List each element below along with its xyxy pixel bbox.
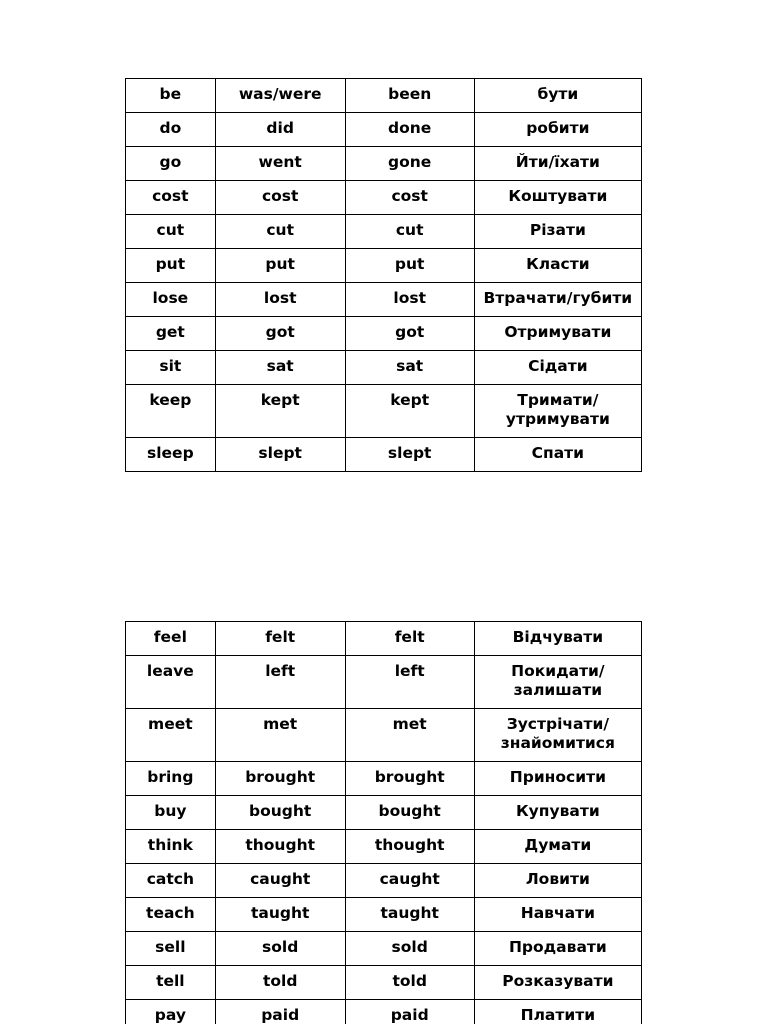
translation-cell: Купувати: [474, 796, 641, 830]
past-participle-cell: paid: [345, 1000, 474, 1024]
translation-cell: Розказувати: [474, 966, 641, 1000]
translation-cell: Зустрічати/ знайомитися: [474, 709, 641, 762]
past-participle-cell: left: [345, 656, 474, 709]
past-participle-cell: been: [345, 79, 474, 113]
verb-table-2-body: [126, 622, 642, 1024]
base-form-cell: sleep: [126, 438, 216, 472]
base-form-cell: bring: [126, 762, 216, 796]
base-form-cell: go: [126, 147, 216, 181]
table-row: [126, 898, 642, 932]
translation-cell: робити: [474, 113, 641, 147]
table-row: [126, 147, 642, 181]
past-participle-cell: felt: [345, 622, 474, 656]
table-row: [126, 762, 642, 796]
translation-cell: Навчати: [474, 898, 641, 932]
past-simple-cell: put: [215, 249, 345, 283]
translation-cell: Продавати: [474, 932, 641, 966]
past-participle-cell: met: [345, 709, 474, 762]
base-form-cell: buy: [126, 796, 216, 830]
table-row: [126, 385, 642, 438]
base-form-cell: tell: [126, 966, 216, 1000]
past-simple-cell: felt: [215, 622, 345, 656]
table-row: [126, 796, 642, 830]
base-form-cell: keep: [126, 385, 216, 438]
table-row: [126, 830, 642, 864]
past-participle-cell: bought: [345, 796, 474, 830]
translation-cell: бути: [474, 79, 641, 113]
past-simple-cell: met: [215, 709, 345, 762]
past-participle-cell: kept: [345, 385, 474, 438]
past-simple-cell: brought: [215, 762, 345, 796]
base-form-cell: be: [126, 79, 216, 113]
past-simple-cell: sat: [215, 351, 345, 385]
past-participle-cell: caught: [345, 864, 474, 898]
past-participle-cell: lost: [345, 283, 474, 317]
table-row: [126, 215, 642, 249]
past-participle-cell: done: [345, 113, 474, 147]
translation-cell: Покидати/ залишати: [474, 656, 641, 709]
translation-cell: Відчувати: [474, 622, 641, 656]
base-form-cell: meet: [126, 709, 216, 762]
past-simple-cell: lost: [215, 283, 345, 317]
past-participle-cell: got: [345, 317, 474, 351]
past-simple-cell: paid: [215, 1000, 345, 1024]
past-participle-cell: sat: [345, 351, 474, 385]
translation-cell: Сідати: [474, 351, 641, 385]
table-row: [126, 351, 642, 385]
past-simple-cell: taught: [215, 898, 345, 932]
translation-cell: Класти: [474, 249, 641, 283]
table-row: [126, 709, 642, 762]
past-simple-cell: did: [215, 113, 345, 147]
translation-cell: Йти/їхати: [474, 147, 641, 181]
past-simple-cell: left: [215, 656, 345, 709]
past-participle-cell: thought: [345, 830, 474, 864]
table-row: [126, 966, 642, 1000]
table-row: [126, 864, 642, 898]
table-row: [126, 317, 642, 351]
base-form-cell: sit: [126, 351, 216, 385]
table-row: [126, 656, 642, 709]
base-form-cell: feel: [126, 622, 216, 656]
past-simple-cell: told: [215, 966, 345, 1000]
base-form-cell: leave: [126, 656, 216, 709]
past-participle-cell: slept: [345, 438, 474, 472]
past-simple-cell: was/were: [215, 79, 345, 113]
translation-cell: Думати: [474, 830, 641, 864]
past-participle-cell: cut: [345, 215, 474, 249]
translation-cell: Платити: [474, 1000, 641, 1024]
table-row: [126, 622, 642, 656]
past-participle-cell: put: [345, 249, 474, 283]
translation-cell: Отримувати: [474, 317, 641, 351]
base-form-cell: cost: [126, 181, 216, 215]
translation-cell: Спати: [474, 438, 641, 472]
translation-cell: Ловити: [474, 864, 641, 898]
past-participle-cell: sold: [345, 932, 474, 966]
verb-table-1-body: [126, 79, 642, 472]
base-form-cell: teach: [126, 898, 216, 932]
past-simple-cell: cut: [215, 215, 345, 249]
past-simple-cell: bought: [215, 796, 345, 830]
translation-cell: Втрачати/губити: [474, 283, 641, 317]
past-simple-cell: got: [215, 317, 345, 351]
past-simple-cell: thought: [215, 830, 345, 864]
base-form-cell: cut: [126, 215, 216, 249]
base-form-cell: put: [126, 249, 216, 283]
base-form-cell: catch: [126, 864, 216, 898]
translation-cell: Тримати/ утримувати: [474, 385, 641, 438]
past-simple-cell: cost: [215, 181, 345, 215]
table-row: [126, 438, 642, 472]
table-row: [126, 283, 642, 317]
table-row: [126, 1000, 642, 1024]
past-simple-cell: kept: [215, 385, 345, 438]
past-participle-cell: brought: [345, 762, 474, 796]
past-simple-cell: sold: [215, 932, 345, 966]
base-form-cell: lose: [126, 283, 216, 317]
translation-cell: Коштувати: [474, 181, 641, 215]
table-row: [126, 249, 642, 283]
verb-table-2: [125, 621, 642, 1024]
base-form-cell: think: [126, 830, 216, 864]
table-row: [126, 181, 642, 215]
table-row: [126, 932, 642, 966]
past-participle-cell: cost: [345, 181, 474, 215]
past-participle-cell: told: [345, 966, 474, 1000]
table-row: [126, 113, 642, 147]
past-simple-cell: went: [215, 147, 345, 181]
base-form-cell: get: [126, 317, 216, 351]
translation-cell: Приносити: [474, 762, 641, 796]
past-simple-cell: slept: [215, 438, 345, 472]
verb-table-1: [125, 78, 642, 472]
base-form-cell: sell: [126, 932, 216, 966]
past-participle-cell: taught: [345, 898, 474, 932]
translation-cell: Різати: [474, 215, 641, 249]
past-simple-cell: caught: [215, 864, 345, 898]
base-form-cell: pay: [126, 1000, 216, 1024]
table-row: [126, 79, 642, 113]
past-participle-cell: gone: [345, 147, 474, 181]
base-form-cell: do: [126, 113, 216, 147]
